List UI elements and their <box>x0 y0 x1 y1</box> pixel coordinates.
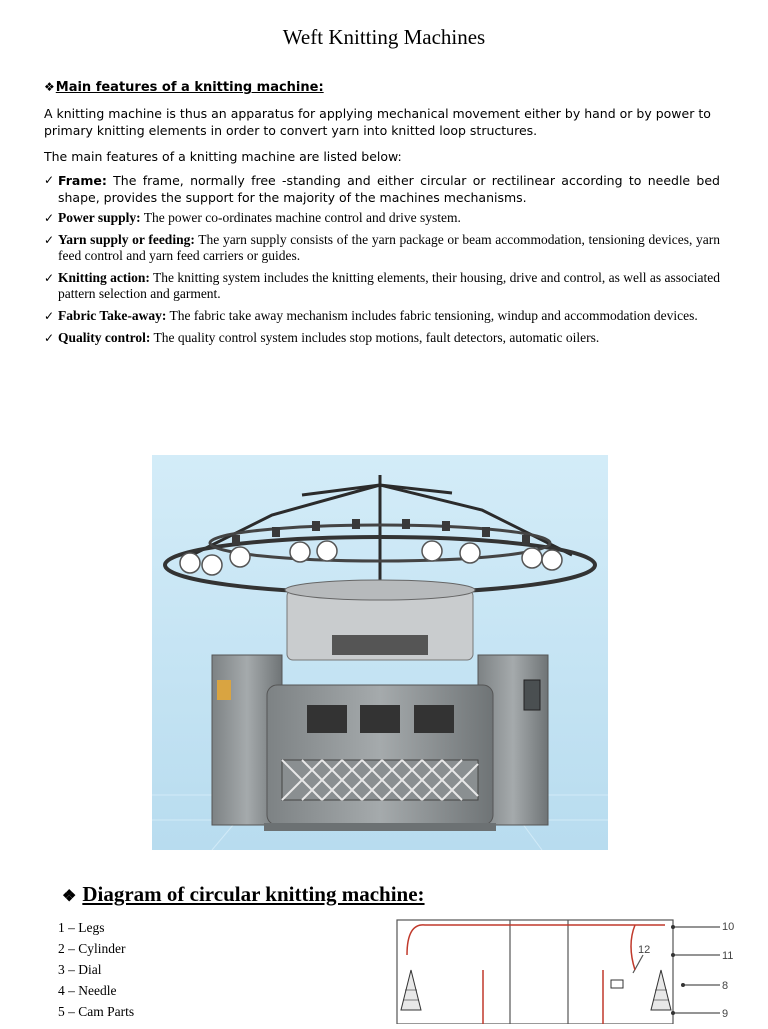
feature-term: Knitting action: <box>58 270 150 285</box>
callout-label: 10 <box>722 921 735 933</box>
feature-item-yarn-supply <box>44 232 720 264</box>
check-icon: ✓ <box>44 211 55 225</box>
callout-label: 11 <box>722 950 734 962</box>
diamond-bullet-icon: ❖ <box>44 80 55 94</box>
feature-term: Quality control: <box>58 330 151 345</box>
feature-term: Frame: <box>58 173 107 188</box>
feature-item-quality-control <box>44 330 720 346</box>
check-icon: ✓ <box>44 233 55 247</box>
feature-item-frame <box>44 172 720 206</box>
features-heading <box>44 80 324 95</box>
diagram-heading-text: Diagram of circular knitting machine: <box>82 882 425 906</box>
list-item: 4 – Needle <box>58 983 117 998</box>
knitting-machine-photo <box>152 455 608 850</box>
check-icon: ✓ <box>44 271 55 285</box>
callout-label: 9 <box>722 1008 729 1020</box>
feature-term: Power supply: <box>58 210 141 225</box>
diamond-bullet-icon: ❖ <box>62 888 77 905</box>
list-intro: The main features of a knitting machine are listed below: <box>44 149 402 164</box>
check-icon: ✓ <box>44 331 55 345</box>
features-heading-text: Main features of a knitting machine: <box>55 80 324 95</box>
feature-text: The fabric take away mechanism includes fabric tensioning, windup and accommodation devices. <box>166 308 698 323</box>
feature-text: The frame, normally free -standing and either circular or rectilinear according to needle bed shape, provides the support for the majority of the machines mechanisms. <box>58 173 720 205</box>
page-title: Weft Knitting Machines <box>282 25 486 49</box>
intro-paragraph: A knitting machine is thus an apparatus for applying mechanical movement either by hand or by power to primary knitting elements in order to convert yarn into knitted loop structures. <box>44 106 711 138</box>
feature-item-power-supply <box>44 210 720 226</box>
check-icon: ✓ <box>44 309 55 323</box>
check-icon: ✓ <box>44 173 55 187</box>
list-item: 1 – Legs <box>58 920 105 935</box>
feature-term: Yarn supply or feeding: <box>58 232 195 247</box>
list-item: 5 – Cam Parts <box>58 1004 135 1019</box>
feature-term: Fabric Take-away: <box>58 308 167 323</box>
list-item: 2 – Cylinder <box>58 941 126 956</box>
features-list <box>44 172 720 352</box>
callout-label: 12 <box>638 944 651 956</box>
parts-list <box>58 917 134 1022</box>
feature-text: The quality control system includes stop motions, fault detectors, automatic oilers. <box>150 330 600 345</box>
diagram-heading <box>62 882 425 907</box>
feature-text: The knitting system includes the knitting elements, their housing, drive and control, as well as associated pattern selection and garment. <box>58 270 720 301</box>
list-item: 3 – Dial <box>58 962 102 977</box>
callout-label: 8 <box>722 980 729 992</box>
feature-text: The power co-ordinates machine control and drive system. <box>140 210 461 225</box>
knitting-machine-diagram <box>385 915 768 1024</box>
feature-item-knitting-action <box>44 270 720 302</box>
feature-item-fabric-take-away <box>44 308 720 324</box>
feature-text: The yarn supply consists of the yarn package or beam accommodation, tensioning devices, yarn feed control and yarn feed carriers or guides. <box>58 232 720 263</box>
